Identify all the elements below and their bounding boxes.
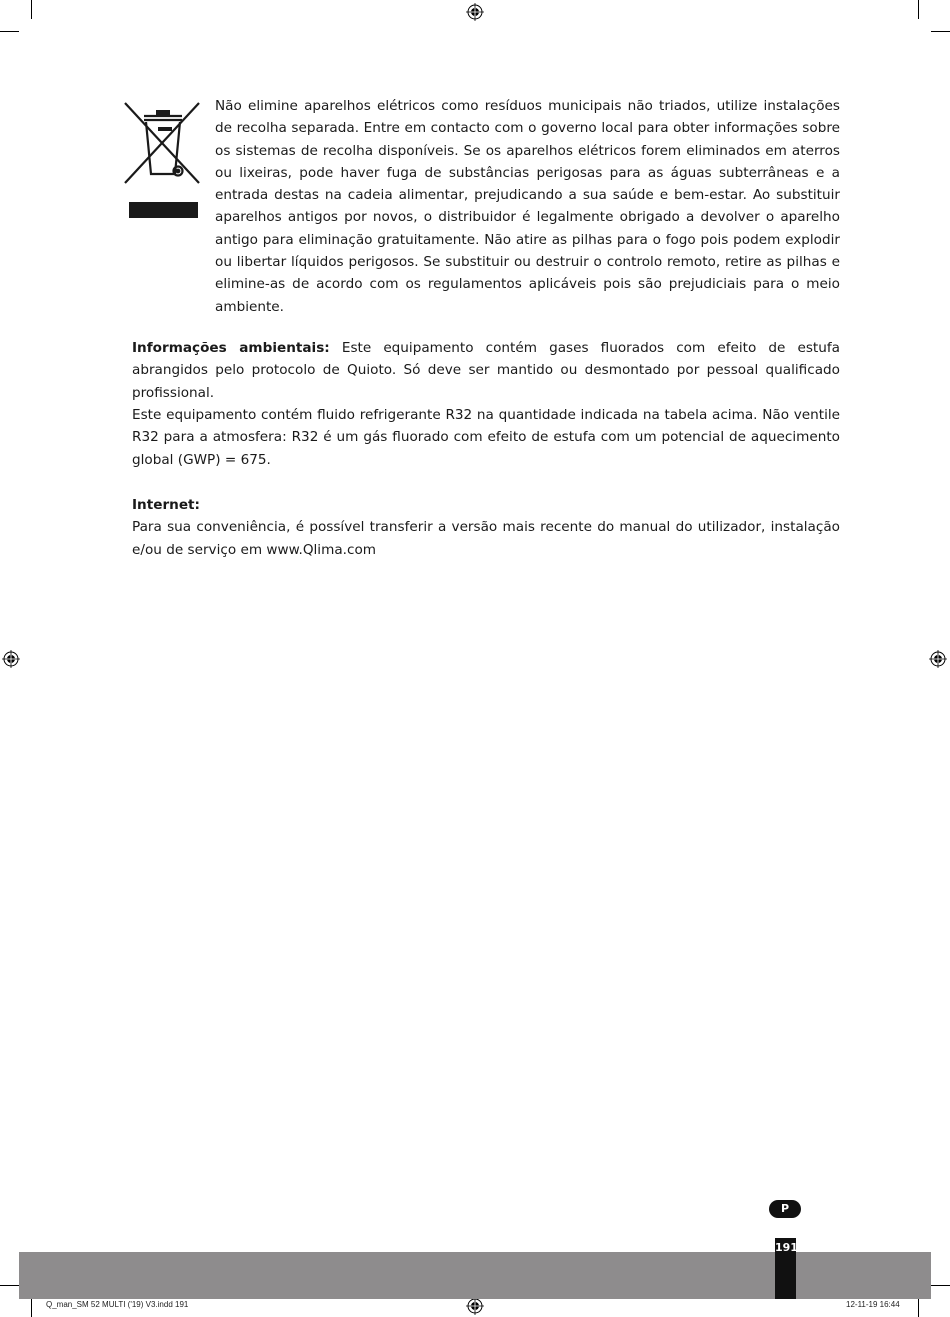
crossed-out-wheelie-bin-icon: [122, 100, 202, 220]
crop-mark: [931, 31, 950, 32]
datetime-slug: 12-11-19 16:44: [846, 1300, 900, 1309]
internet-heading: Internet:: [132, 497, 200, 513]
registration-mark-icon: [466, 3, 484, 21]
file-slug: Q_man_SM 52 MULTI ('19) V3.indd 191: [46, 1300, 189, 1309]
language-badge: P: [769, 1200, 801, 1218]
environmental-info-paragraph: [132, 337, 840, 404]
crop-mark: [931, 1285, 950, 1286]
registration-mark-icon: [466, 1297, 484, 1315]
crop-mark: [31, 0, 32, 19]
crop-mark: [0, 31, 19, 32]
internet-section: [132, 494, 840, 561]
crop-mark: [31, 1299, 32, 1317]
weee-disposal-paragraph: Não elimine aparelhos elétricos como resíduos municipais não triados, utilize instalações de recolha separada. Entre em contacto com o governo local para obter informações sobre os sistemas de recolha disponíveis. Se os aparelhos elétricos forem eliminados em aterros ou lixeiras, pode haver fuga de substâncias perigosas para as águas subterrâneas e a entrada destas na cadeia alimentar, prejudicando a sua saúde e bem-estar. Ao substituir aparelhos antigos por novos, o distribuidor é legalmente obrigado a devolver o aparelho antigo para eliminação gratuitamente. Não atire as pilhas para o fogo pois podem explodir ou libertar líquidos perigosos. Se substituir ou destruir o controlo remoto, retire as pilhas e elimine-as de acordo com os regulamentos aplicáveis pois são prejudiciais para o meio ambiente.: [215, 98, 840, 315]
registration-mark-icon: [2, 650, 20, 668]
refrigerant-paragraph: Este equipamento contém fluido refrigerante R32 na quantidade indicada na tabela acima. Não ventile R32 para a atmosfera: R32 é um gás fluorado com efeito de estufa com um potencial de aquecimento global (GWP) = 675.: [132, 407, 840, 468]
crop-mark: [0, 1285, 19, 1286]
crop-mark: [918, 1299, 919, 1317]
environmental-info-text: Este equipamento contém gases fluorados com efeito de estufa abrangidos pelo protocolo de Quioto. Só deve ser mantido ou desmontado por pessoal qualificado profissional.: [132, 340, 840, 401]
registration-mark-icon: [929, 650, 947, 668]
environmental-info-heading: Informações ambientais:: [132, 340, 330, 356]
internet-text: Para sua conveniência, é possível transferir a versão mais recente do manual do utilizador, instalação e/ou de serviço em www.Qlima.com: [132, 519, 840, 558]
crop-mark: [918, 0, 919, 19]
page-number: 191: [775, 1238, 796, 1299]
